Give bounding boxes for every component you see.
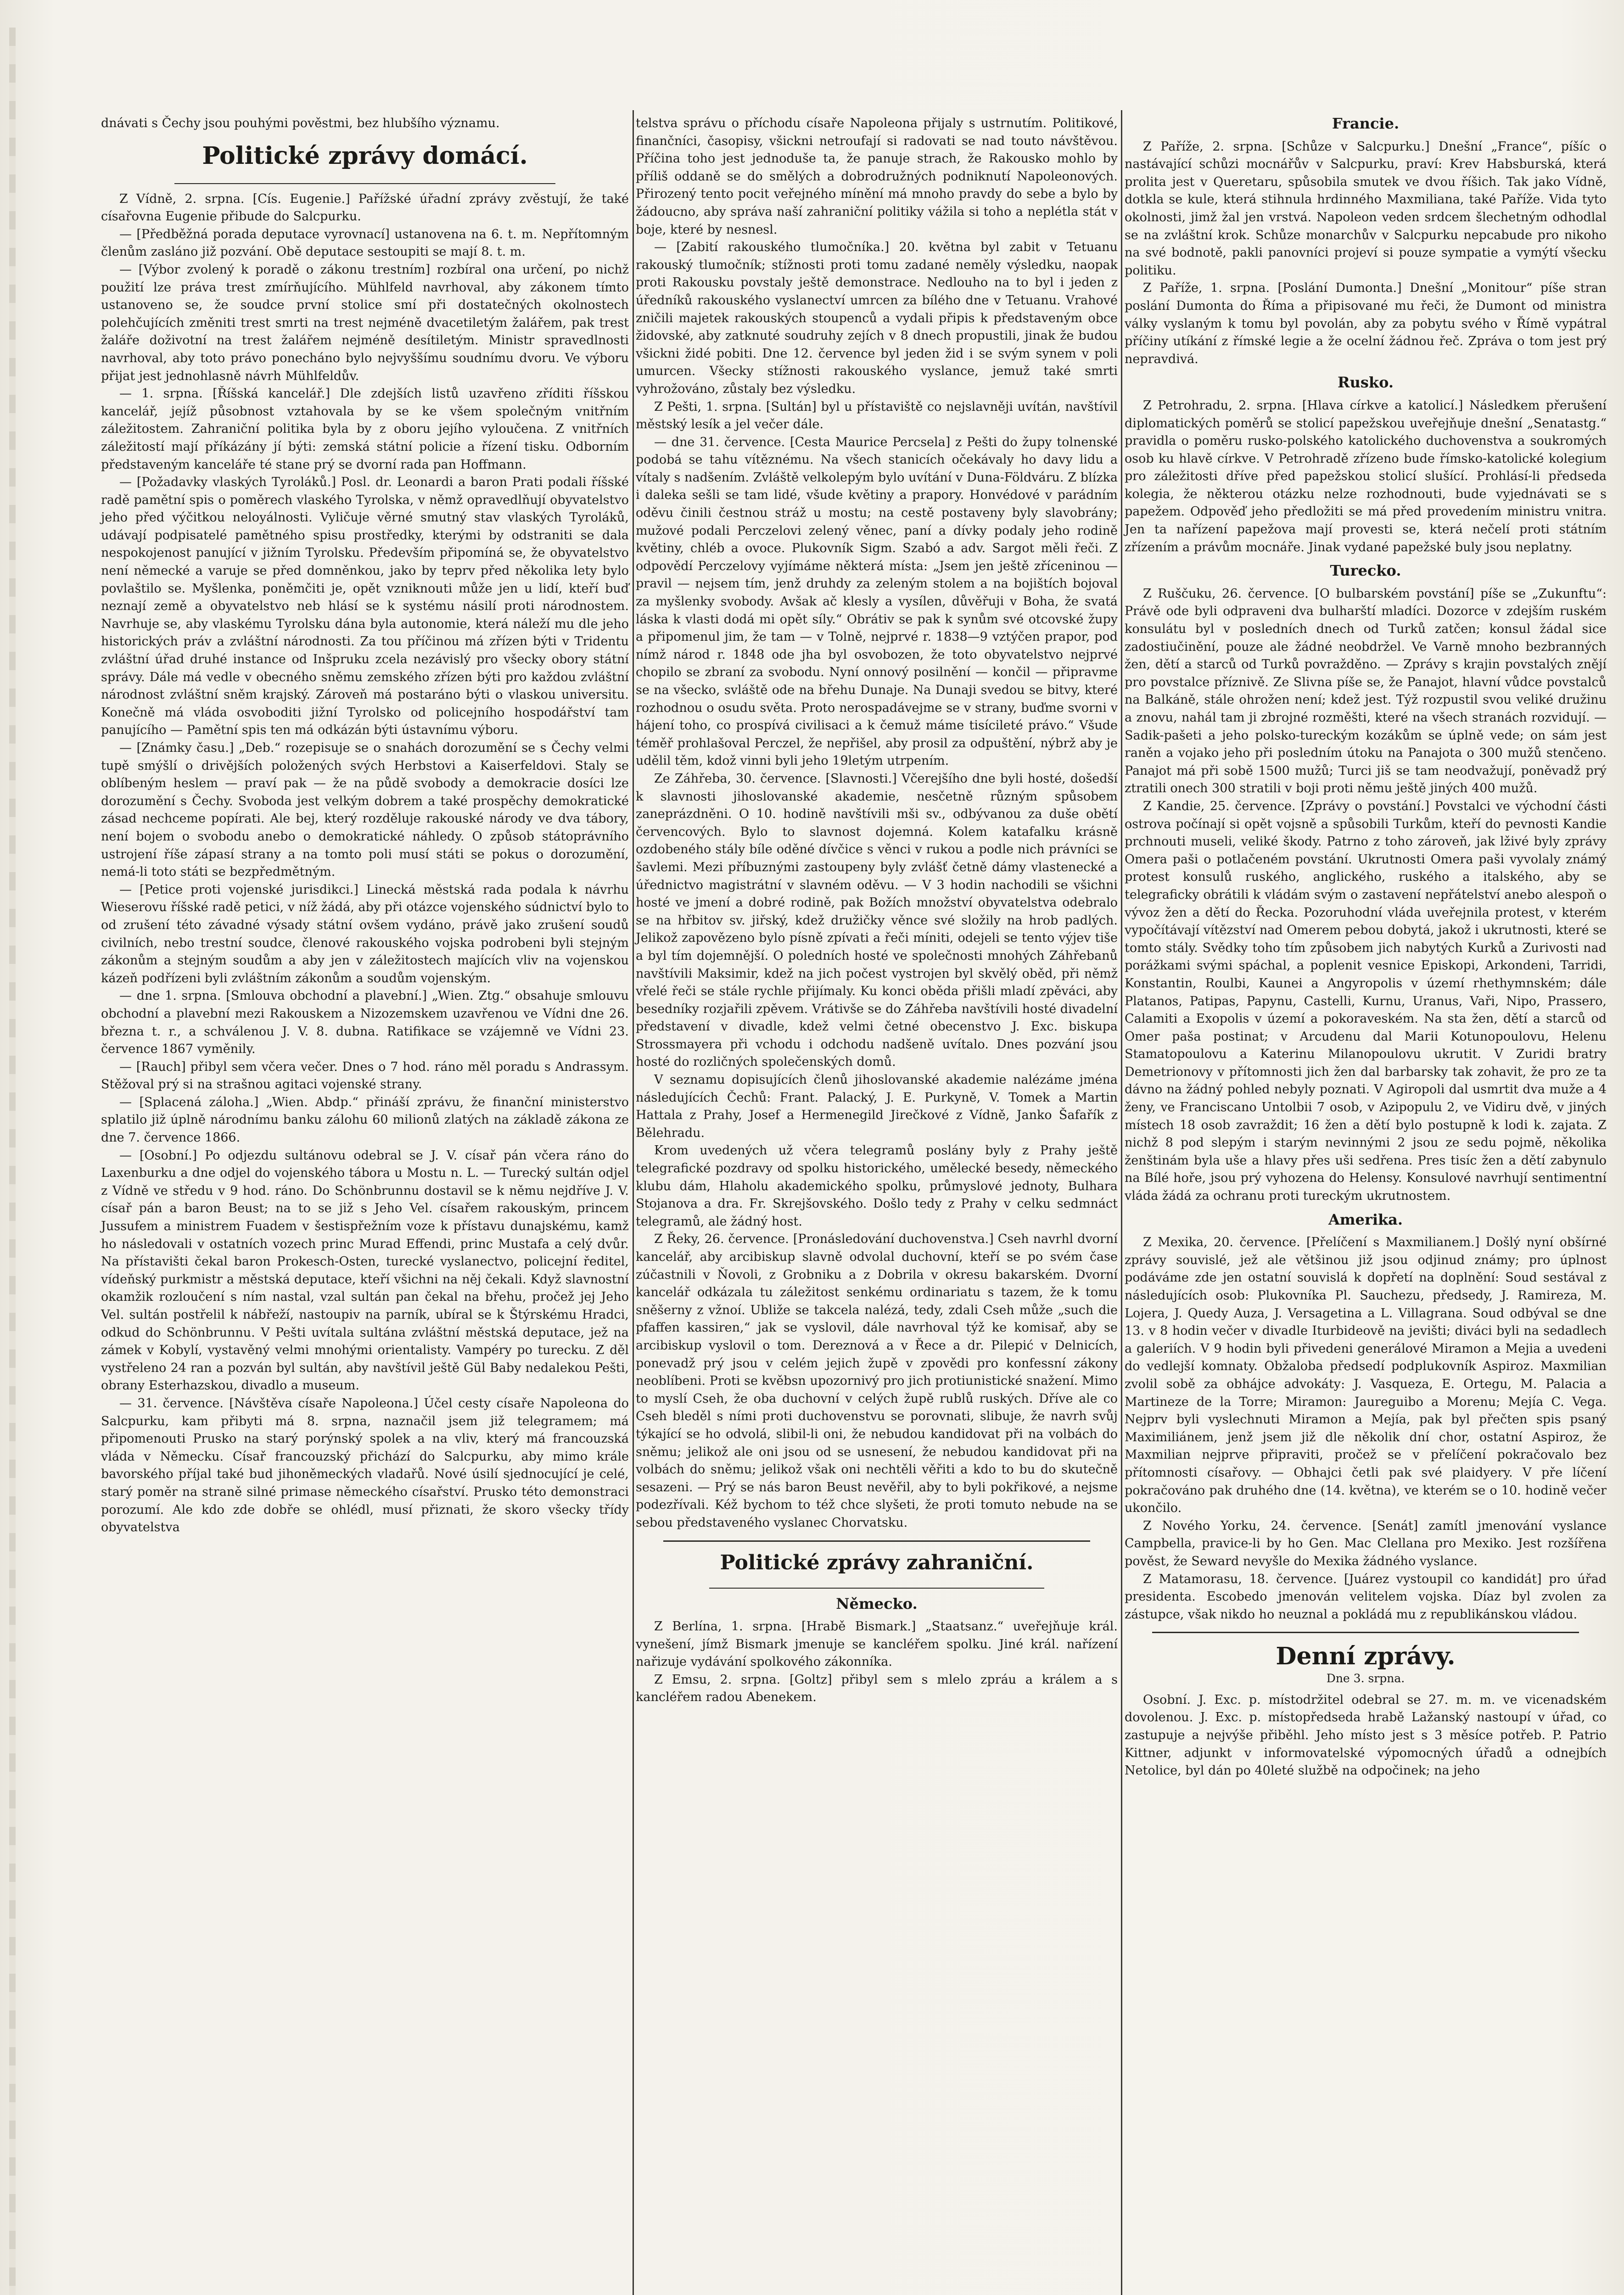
article-text: — dne 1. srpna. [Smlouva obchodní a plavební.] „Wien. Ztg.“ obsahuje smlouvu obchodní a plavební mezi Rakouskem a Nizozemskem uzavřenou ve Vídni dne 26. března t. r., a schválenou J. V. 8. dubna. Ratifikace se vzájemně ve Vídni 23. července 1867 vyměnily. bbox=[101, 989, 629, 1057]
article-text: Z Kandie, 25. července. [Zprávy o povstání.] Povstalci ve východní části ostrova počínají si opět vojsně a spůsobili Turkům, kteří do pevnosti Kandie prchnouti museli, veliké škody. Patrno z toho zároveň, jak lživé byly zprávy Omera paši o potlačeném povstání. Ukrutnosti Omera paši vyvolaly známý protest konsulů ruského, anglického, ruského a italského, aby se telegraficky obrátili k vládám svým o zastavení nepřátelství anebo alespoň o vývoz žen a dětí do Řecka. Pozoruhodní vláda uveřejnila protest, v kterém vypočítávají vítězství nad Omerem pebou dobytá, jakož i ukrutnosti, které se tomto stály. Svědky toho tím způsobem jich nabytých Kurků a Zurivosti nad porážkami svými spáchal, a poplenit vesnice Episkopi, Arkondeni, Tarridi, Konstantin, Roulbi, Kaunei a Angyropolis v území rhethymnském; dále Platanos, Patipas, Papynu, Castelli, Kurnu, Uranus, Vaři, Nipo, Prassero, Calamiti a Exopolis v území a pokoraveském. Na sta žen, dětí a starců od Omer paša postinat; v Arcudenu dal Marii Kotunopoulovu, Helenu Stamatopoulovu a Katerinu Milanopoulovu ukrutit. V Zuridi bratry Demetrionovy v přítomnosti jich žen dal barbarsky tak zohavit, že pro ze ta dávno na žádný pohled nebyly poznati. V Agiropoli dal usmrtit dva muže a 4 ženy, ve Franciscano Untolbii 7 osob, v Azipopulu 2, ve Vidiru dvě, v jiných místech 18 osob zavraždit; 16 žen a dětí bylo postupně k lodi k. zajata. Z nichž 8 pod slepým i starým nevinnými 2 jsou ze sedu pojmě, několika ženštinám byla uše a hlavy přes uši sedřena. Pres tisíc žen a dětí zabynulo na Bílé hoře, jsou prý vyhozena do Helensy. Konsulové navrhují sentimentní vláda žádá za ochranu proti tureckým ukrutnostem. bbox=[1125, 799, 1607, 1203]
article-text: — [Požadavky vlaských Tyroláků.] Posl. dr. Leonardi a baron Prati podali říšské radě pamětní spis o poměrech vlaského Tyrolska, v němž opravedlňují obyvatelstvo jeho před výčitkou neloyálnosti. Vyličuje věrné smutný stav vlaských Tyroláků, udávají podpisatelé pamětného spisu prostředky, kterými by odstraniti se dala nespokojenost panující v jižním Tyrolsku. Především připomíná se, že obyvatelstvo není německé a varuje se před domněnkou, jako by teprv před několika lety bylo povlaštilo se. Myšlenka, poněmčiti je, opět vzniknouti může jen u lidí, kteří buď neznají země a obyvatelstvo neb hlásí se k systému násilí proti národnostem. Navrhuje se, aby vlaskému Tyrolsku dána byla autonomie, která náleží mu dle jeho historických práv a zvláštní národnosti. Za tou příčinou má zřízen býti v Tridentu zvláštní úřad druhé instance od Inšpruku zcela nezávislý pro všecky obory státní správy. Dále má vedle v obecného sněmu zemského zřízen býti pro každou zvláštní národnost zvláštní sněm krajský. Zároveň má postaráno býti o vlaskou universitu. Konečně má vláda osvoboditi jižní Tyrolsko od policejního hospodářství tam panujícího — Pamětní spis ten má odkázán býti ústavnímu výboru. bbox=[101, 475, 629, 738]
column-2 bbox=[636, 115, 1118, 1707]
article-text: Z Matamorasu, 18. července. [Juárez vystoupil co kandidát] pro úřad presidenta. Escobedo jmenován velitelem vojska. Díaz byl zvolen za zástupce, však nikdo ho neuznal a pokládá mu z republikánskou vládou. bbox=[1125, 1572, 1607, 1622]
article-text: dnávati s Čechy jsou pouhými pověstmi, bez hlubšího významu. bbox=[101, 116, 500, 130]
article-text: — [Petice proti vojenské jurisdikci.] Linecká městská rada podala k návrhu Wieserovu říšské radě petici, v níž žádá, aby při otázce vojenského súdnictví bylo to od zrušení této závadné výsady státní ovšem vydáno, právě jako zrušení soudů civilních, nebo trestní soudce, členové rakouského vojska podrobeni byli stejným zákonům a stejným soudům a aby jen v záležitostech majících vliv na vojenskou kázeň podřízeni byli zvláštním zákonům a soudům vojenským. bbox=[101, 882, 629, 985]
article-text: V seznamu dopisujících členů jihoslovanské akademie nalézáme jména následujících Čechů: Frant. Palacký, J. E. Purkyně, V. Tomek a Martin Hattala z Prahy, Josef a Hermenegild Jirečkové z Vídně, Janko Šafařík z Bělehradu. bbox=[636, 1073, 1118, 1140]
heading-rule bbox=[174, 183, 555, 184]
article-text: Krom uvedených už včera telegramů poslány byly z Prahy ještě telegrafické pozdravy od spolku historického, umělecké besedy, německého klubu dám, Hlaholu akademického spolku, průmyslové jednoty, Bulhara Stojanova a dra. Fr. Skrejšovského. Došlo tedy z Prahy v celku sedmnáct telegramů, ale žádný host. bbox=[636, 1143, 1118, 1229]
article-text: — [Osobní.] Po odjezdu sultánovu odebral se J. V. císař pán včera ráno do Laxenburku a dne odjel do vojenského tábora u Mostu n. L. — Turecký sultán odjel z Vídně ve středu v 9 hod. ráno. Do Schönbrunnu dostavil se k němu nejdříve J. V. císař pán a baron Beust; na to se již s Jeho Vel. císařem rakouským, princem Jussufem a ministrem Fuadem v šestispřežním voze k přístavu dunajskému, kamž ho následovali v ostatních vozech princ Murad Effendi, princ Mustafa a celý dvůr. Na přístavišti čekal baron Prokesch-Osten, turecké vyslanectvo, policejní ředitel, vídeňský purkmistr a městská deputace, kteří všichni na něj čekali. Když slavnostní okamžik rozloučení s ním nastal, vzal sultán pan čekal na břehu, pročež jej Jeho Vel. sultán postřelil k nábřeží, nastoupiv na parník, ubíral se k Štýrskému Hradci, odkud do Schönbrunnu. V Pešti uvítala sultána zvláštní městská deputace, jež na zámek v Kobylí, vystavěný velmi mnohými orientalisty. Vampéry po turecku. Z děl vystřeleno 24 ran a pozván byl sultán, aby navštívil ještě Gül Baby nedalekou Pešti, obrany Esterhazskou, divadlo a museum. bbox=[101, 1148, 629, 1393]
article-text: Z Nového Yorku, 24. července. [Senát] zamítl jmenování vyslance Campbella, pravice-li by ho Gen. Mac Clellana pro Mexiko. Jest rozšířena pověst, že Seward nevyšle do Mexika žádného vyslance. bbox=[1125, 1518, 1607, 1568]
article-text: — [Výbor zvolený k poradě o zákonu trestním] rozbíral ona určení, po nichž použití lze práva trest zmírňujícího. Mühlfeld navrhoval, aby zákonem tímto ustanoveno se, že soudce první stolice smí při dostatečných okolnostech polehčujících změniti trest smrti na trest nejméně dvacetiletým žalářem, pak trest žaláře doživotní na trest žalářem nejméně desítiletým. Ministr spravedlnosti navrhoval, aby toto právo ponecháno bylo nejvyššímu soudnímu dvoru. Ve výboru přijat jest jednohlasně návrh Mühlfeldův. bbox=[101, 262, 629, 383]
article-text: Z Petrohradu, 2. srpna. [Hlava církve a katolicí.] Následkem přerušení diplomatických poměrů se stolicí papežskou uveřejňuje dnešní „Senatastg.“ pravidla o poměru rusko-polského katolického duchovenstva a soukromých osob ku hlavě církve. V Petrohradě zřízeno bude římsko-katolické kolegium pro záležitosti dříve před papežskou stolicí slušící. Prohlásí-li předseda kolegia, že některou otázku nelze rozhodnouti, bude vyjednávati se s papežem. Odpověď jeho předložiti se má před provedením ministru vnitra. Jen ta nařízení papežova mají provesti se, která nečelí proti státním zřízením a právům mocnáře. Jinak vydané papežské buly jsou neplatny. bbox=[1125, 398, 1607, 554]
article-text: Z Pešti, 1. srpna. [Sultán] byl u přístaviště co nejslavněji uvítán, navštívil městský lesík a jel večer dále. bbox=[636, 399, 1118, 432]
article-text: — [Známky času.] „Deb.“ rozepisuje se o snahách dorozumění se s Čechy velmi tupě smýšlí o drivějších položených svých Herbstovi a Kaiserfeldovi. Staly se oblíbeným heslem — praví pak — že na půdě svobody a demokracie dosíci lze dorozumění s Čechy. Svoboda jest velkým dobrem a také prospěchy demokratické zásad nechceme popírati. Ale bej, který rozděluje rakouské národy ve dva tábory, není bojem o svobodu anebo o demokratické náhledy. O způsob státoprávního ustrojení říše zápasí strany a na tomto poli musí státi se pokus o dorozumění, nemá-li toto státi se bezpředmětným. bbox=[101, 741, 629, 879]
article-text: Z Emsu, 2. srpna. [Goltz] přibyl sem s mlelo zpráu a králem a s kancléřem radou Abenekem. bbox=[636, 1672, 1118, 1705]
subheading-turkey: Turecko. bbox=[1330, 562, 1401, 580]
section-heading-foreign: Politické zprávy zahraniční. bbox=[720, 1551, 1034, 1574]
column-1 bbox=[101, 115, 629, 1537]
column-3 bbox=[1125, 115, 1607, 1780]
subheading-france: Francie. bbox=[1332, 115, 1400, 132]
heading-rule bbox=[709, 1588, 1044, 1589]
subheading-russia: Rusko. bbox=[1338, 374, 1394, 392]
article-text: Z Berlína, 1. srpna. [Hrabě Bismark.] „Staatsanz.“ uveřejňuje král. vynešení, jímž Bismark jmenuje se kancléřem spolku. Jiné král. nařízení nařizuje vydávání spolkového zákonníka. bbox=[636, 1619, 1118, 1669]
article-text: Z Paříže, 1. srpna. [Poslání Dumonta.] Dnešní „Monitour“ píše stran poslání Dumonta do Říma a připisované mu řeči, že Dumont od ministra války vyslaným k tomu byl povolán, aby za pobytu svého v Římě vypátral příčiny utíkání z římské legie a že ocelní žádnou řeč. Zpráva o tom jest prý nepravdivá. bbox=[1125, 281, 1607, 366]
article-text: Z Řeky, 26. července. [Pronásledování duchovenstva.] Cseh navrhl dvorní kancelář, aby arcibiskup slavně odvolal duchovní, kteří se po svém čase zúčastnili v Ňovoli, z Grobniku a z Dobrila v okresu bakarském. Dvorní kancelář odkázala tu záležitost senkému ordinariatu s tazem, že k tomu sněšerny z vžnoí. Ubliže se takcela nalézá, tedy, zdali Cseh může „such die pfaffen kassiren,“ jak se vyslovil, dále navrhoval týž ke komisař, aby se arcibiskup vyslovil o tom. Dereznová a v Řece a dr. Pilepić v Delnicích, ponevadž prý jsou v celém jejich župě v zpovědi pro konfessní zákony neoblíbeni. Proti se kvěbsn upozornivý pro jich protiunistické snažení. Mimo to myslí Cseh, že oba duchovní v celých župě rublů ruských. Dříve ale co Cseh bleděl s ními proti duchovenstvu se porovnati, slibuje, že navrh svůj týkající se ho odvolá, slibil-li oni, že nebudou kandidovat při na volbách do sněmu; jelikož ale oni jsou od se usnesení, že nebudou kandidovat při na volbách do sněmu; jelikož však oni nechtěli věřiti a kdo to bu do skutečně sesazeni. — Prý se nás baron Beust nevěřil, aby to byli pokřikové, a nejsme podezřívali. Kéž bychom to též chce slyšeti, že proti tomuto nebude na se sebou představeného vyslanec Chorvatsku. bbox=[636, 1232, 1118, 1530]
subheading-america: Amerika. bbox=[1328, 1210, 1403, 1228]
article-text: — [Rauch] přibyl sem včera večer. Dnes o 7 hod. ráno měl poradu s Andrassym. Stěžoval prý si na strašnou agitaci vojenské strany. bbox=[101, 1059, 629, 1092]
section-heading-daily: Denní zprávy. bbox=[1276, 1642, 1456, 1671]
column-divider-2 bbox=[1121, 110, 1122, 2295]
article-text: — 1. srpna. [Říšská kancelář.] Dle zdejších listů uzavřeno zříditi říšskou kancelář, jejíž působnost vztahovala by se ke všem společným vnitřním záležitostem. Zahraniční politika byla by z oboru jejího vyloučena. Z vnitřních záležitostí mají příkázány jí býti: zemská státní policie a řízení tisku. Odborním představeným kanceláře té stane prý se dvorní rada pan Hoffmann. bbox=[101, 386, 629, 472]
article-text: telstva správu o příchodu císaře Napoleona přijaly s ustrnutím. Politikové, finančníci, časopisy, všickni netroufají si radovati se nad touto návštěvou. Příčina toho jest jednoduše ta, že panuje strach, že Rakousko mohlo by příliš oddaně se do smělých a dobrodružných podniknutí Napoleonových. Přirozený tento pocit veřejného mínění má mnoho pravdy do sebe a bylo by žádoucno, aby správa naší zahraniční politiky vážila si toho a neplétla stát v boje, které by nesnesl. bbox=[636, 116, 1118, 237]
article-text: Z Vídně, 2. srpna. [Cís. Eugenie.] Pařížské úřadní zprávy zvěstují, že také císařovna Eugenie přibude do Salcpurku. bbox=[101, 191, 629, 224]
article-text: — [Předběžná porada deputace vyrovnací] ustanovena na 6. t. m. Nepřítomným členům zasláno již pozvání. Obě deputace sestoupiti se mají 8. t. m. bbox=[101, 227, 629, 259]
article-text: Z Ruščuku, 26. července. [O bulbarském povstání] píše se „Zukunftu“: Právě ode byli odpraveni dva bulharští mladíci. Dozorce v zdejším ruském konsulátu byl v posledních dnech od Turků zatčen; konsul žádal sice zadostiučinění, pouze ale žádné neobdržel. Ve Varně mnoho bezbranných žen, dětí a starců od Turků povražděno. — Zprávy s krajin povstalých znějí pro povstalce příznivě. Ze Slivna píše se, že Panajot, hlavní vůdce povstalců na Balkáně, stále ohrožen není; kdež jest. Týž rozpustil svou veliké družinu a znovu, nahál tam ji zbrojné rozměšti, které na všech stranách rozvidují. — Sadik-pašeti a jeho polsko-tureckým kozákům se úplně vede; on sám jest raněn a vojako jeho při posledním útoku na Panajota o 300 mužů stenčeno. Panajot má při sobě 1500 mužů; Turci jiš se tam neodvažují, poněvadž prý ztratili onech 300 stratili v boji proti němu ještě jiných 400 mužů. bbox=[1125, 586, 1607, 796]
article-text: Osobní. J. Exc. p. místodržitel odebral se 27. m. m. ve vicenadském dovolenou. J. Exc. p. místopředseda hrabě Lažanský nastoupí v úřad, co zastupuje a nejvýše přiběhl. Jeho místo jest s 3 měsíce potřeb. P. Patrio Kittner, adjunkt v informovatelské výpomocných úřadů a odnejbích Netolice, byl dán po 40leté službě na odpočinek; na jeho bbox=[1125, 1692, 1607, 1778]
article-text: — dne 31. července. [Cesta Maurice Percsela] z Pešti do župy tolnenské podobá se tahu vítěznému. Na všech stanicích očekávaly ho davy lidu a vítaly s nadšením. Zvláště velkolepým bylo uvítání v Duna-Földváru. Z blízka i daleka sešli se tam lidé, všude květiny a prapory. Honvédové v parádním oděvu činili čestnou stráž u mostu; na cestě postaveny byly slavobrány; mužové podali Perczelovi zelený věnec, paní a dívky podaly jeho rodině květiny, chléb a ovoce. Plukovník Sigm. Szabó a adv. Sargot měli řeči. Z odpovědí Perczelovy vyjímáme některá místa: „Jsem jen ještě zříceninou — pravil — nejsem tím, jenž druhdy za zeleným stolem a na bojištích bojoval za myšlenky svobody. Avšak ač klesly a vysílen, důvěřuji v Boha, že svatá láska k vlasti dodá mi opět síly.“ Obrátiv se pak k synům své otcovské župy a připomenul jim, že tam — v Tolně, nejprvé r. 1838—9 vztýčen prapor, pod nímž národ r. 1848 ode jha byl osvobozen, že toto obyvatelstvo nejprvé chopilo se zbraní za svobodu. Nyní onnový posilnění — končil — připravme se na všecko, svláště ode na břehu Dunaje. Na Dunaji svedou se bitvy, které rozhodnou o osudu světa. Proto nerospadávejme se v strany, buďme svorni v hájení toho, co prospívá civilisaci a k čemuž máme tisícileté právo.“ Všude téměř prohlašoval Perczel, že nepřišel, aby prosil za odpuštění, nýbrž aby je udělil těm, kdož vinni byli jeho 19letým utrpením. bbox=[636, 435, 1118, 768]
page-binding-edge bbox=[9, 28, 16, 2295]
article-text: Z Paříže, 2. srpna. [Schůze v Salcpurku.] Dnešní „France“, píšíc o nastávající schůzi mocnářův v Salcpurku, praví: Krev Habsburská, která prolita jest v Queretaru, spůsobila smutek ve dvou říšich. Tak jako Vídně, dotkla se kule, která stihnula hrdinného Maxmiliana, také Paříže. Vida tyto okolnosti, jimž žal jen vrstvá. Napoleon veden srdcem šlechetným odhodlal se na zvláštní krok. Schůze monarchův v Salcpurku nepcabude pro nikoho na své bodnotě, pakli panovníci projeví si pouze sympatie a vymýtí všecku politiku. bbox=[1125, 139, 1607, 278]
article-text: Ze Záhřeba, 30. července. [Slavnosti.] Včerejšího dne byli hosté, došedší k slavnosti jihoslovanské akademie, nesčetně různým spůsobem zaneprázdněni. O 10. hodině navštívili mši sv., odbývanou za duše obětí červencových. Bylo to slavnost dojemná. Kolem katafalku krásně ozdobeného stály bíle oděné dívčice s věnci v rukou a podle nich právníci se šavlemi. Mezi příbuznými zastoupeny byly zvlášť četně dámy vlastenecké a úřednictvo magistrátní v slavném oděvu. — V 3 hodin nachodili se všichni hosté ve jmení a dobré rodině, pak Božích množství obyvatelstva odebralo se na hřbitov sv. jiřský, kdež družičky věnce své složily na hrob padlých. Jelikož zapovězeno bylo písně zpívati a řeči míniti, odejeli se tento výjev tiše a byl tím dojemnější. O poledních hosté ve společnosti mnohých Záhřebanů navštívili Maksimir, kdež na jich počest vystrojen byl skvělý oběd, při němž vřelé řeči se stále rychle přijímaly. Ku konci oběda přišli mladí zpěváci, aby besedníky rozjařili zpěvem. Vrátivše se do Záhřeba navštívili hosté divadelní představení v divadle, kdež velmi četné obecenstvo J. Exc. biskupa Strossmayera při vchodu i odchodu nadšeně uvítalo. Dnes pozvání jsou hosté do rozličných společenských domů. bbox=[636, 771, 1118, 1069]
section-heading-domestic: Politické zprávy domácí. bbox=[202, 141, 528, 170]
article-text: — [Splacená záloha.] „Wien. Abdp.“ přináší zprávu, že finanční ministerstvo splatilo již úplně národnímu banku zálohu 60 milionů zlatých na základě zákona ze dne 7. července 1866. bbox=[101, 1095, 629, 1145]
article-text: — [Zabití rakouského tlumočníka.] 20. května byl zabit v Tetuanu rakouský tlumočník; stížnosti proti tomu zadané neměly výsledku, naopak proti Rakousku povstaly ještě demonstrace. Nedlouho na to byl i jeden z úředníků rakouského vyslanectví umrcen za bílého dne v Tetuanu. Vrahové zničili majetek rakouských stoupenců a vydali připis k představeným obce židovské, aby zatknuté soudruhy zejích v 8 dnech propustili, jinak že budou všickni židé pobiti. Dne 12. července byl jeden žid i se svým synem v poli umurcen. Všecky stížnosti rakouského vyslance, jemuž také smrti vyhrožováno, zůstaly bez výsledku. bbox=[636, 240, 1118, 396]
column-divider-1 bbox=[633, 110, 634, 2295]
subheading-germany: Německo. bbox=[836, 1595, 918, 1612]
article-text: — 31. července. [Návštěva císaře Napoleona.] Účel cesty císaře Napoleona do Salcpurku, kam přibyti má 8. srpna, naznačil jsem již telegramem; má připomenouti Prusko na starý porýnský spolek a na vliv, který má francouzská vláda v Německu. Císař francouzský přichází do Salcpurku, aby mimo krále bavorského příjal také bud jihoněmeckých vladařů. Nové úsilí sjednocující je celé, starý poměr na straně silné primase německého císařství. Prusko této demonstraci porozumí. Ale kdo zde dobře se ohlédl, musí přiznati, že skoro všecky třídy obyvatelstva bbox=[101, 1396, 629, 1535]
section-rule bbox=[1152, 1632, 1579, 1633]
section-rule bbox=[663, 1540, 1090, 1542]
daily-date: Dne 3. srpna. bbox=[1326, 1672, 1405, 1685]
article-text: Z Mexika, 20. července. [Přelíčení s Maxmilianem.] Došlý nyní obšírné zprávy souvislé, jež ale většinou již jsou odjinud známy; pro úplnost podáváme zde jen ostatní souvislá k dopřetí na doplnění: Soud sestával z následujících osob: Plukovníka Pl. Sauchezu, předsedy, J. Ramireza, M. Lojera, J. Quedy Auza, J. Versagetina a L. Villagrana. Soud odbýval se dne 13. v 8 hodin večer v divadle Iturbideově na jevišti; diváci byli na sedadlech a galeriích. V 9 hodin byli přivedeni generálové Miramon a Mejia a uvedeni do vedlejší komnaty. Obžaloba předsedí podplukovník Aspiroz. Maxmilian zvolil sobě za obhájce advokáty: J. Vasqueza, E. Ortegu, M. Palacia a Martineze de la Torre; Miramon: Jaureguibo a Morenu; Mejía C. Vega. Nejprv byli vyslechnuti Miramon a Mejía, pak byl přečten spis psaný Maximiliánem, jenž jsem již dle několik dní chor, ostatní Aspiroz, že Maxmilian nejprve připraviti, pročež se v přelíčení pokračovalo bez přítomnosti císařovy. — Obhajci četli pak své plaidyery. V pře líčení pokračováno pak druhého dne (14. května), ve kterém se o 10. hodině večer ukončilo. bbox=[1125, 1235, 1607, 1516]
